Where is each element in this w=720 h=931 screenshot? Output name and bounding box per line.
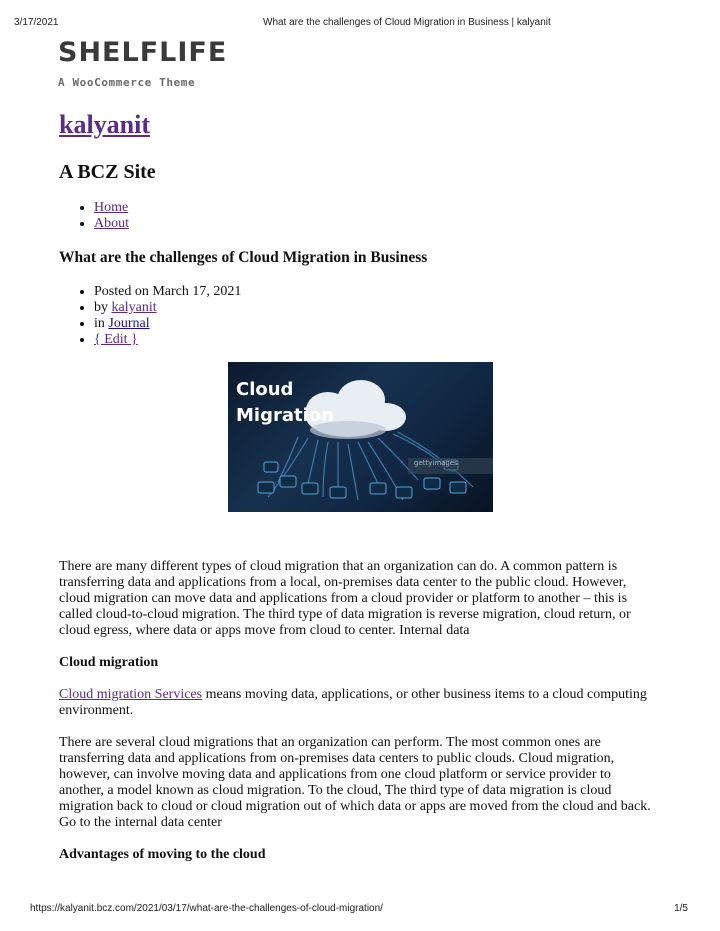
nav-item-home xyxy=(94,200,659,216)
print-date: 3/17/2021 xyxy=(14,17,59,28)
page-content xyxy=(59,108,659,348)
print-footer xyxy=(0,903,720,917)
body-paragraph-2 xyxy=(59,687,659,719)
cloud-migration-services-link[interactable]: Cloud migration Services xyxy=(59,687,203,702)
print-doc-title: What are the challenges of Cloud Migration in Business | kalyanit xyxy=(263,17,551,28)
primary-nav xyxy=(59,200,659,232)
body-paragraph-3: There are several cloud migrations that an organization can perform. The most common ones are transferring data and applications from on-premises data centers to public clouds. Cloud migration, however, can involve moving data and applications from one cloud platform or service provider to another, a model known as cloud migration. To the cloud, The third type of data migration is cloud migration back to cloud or cloud migration out of which data or apps are moved from the cloud and back. Go to the internal data center xyxy=(59,735,651,830)
image-text-line1: Cloud xyxy=(236,379,294,400)
print-page-number: 1/5 xyxy=(674,903,688,914)
cloud-migration-image xyxy=(228,362,493,512)
category-link[interactable]: Journal xyxy=(108,316,150,331)
post-meta xyxy=(59,284,659,348)
print-header xyxy=(0,17,720,31)
posted-on-text: Posted on March 17, 2021 xyxy=(94,284,242,299)
body-paragraph-2-text: means moving data, applications, or other business items to a cloud computing environment. xyxy=(59,687,647,718)
post-title: What are the challenges of Cloud Migration in Business xyxy=(59,249,428,266)
body-paragraph-1: There are many different types of cloud migration that an organization can do. A common pattern is transferring data and applications from a local, on-premises data center to the public cloud. However, cloud migration can move data and applications from a cloud provider or platform to another – this is called cloud-to-cloud migration. The third type of data migration is reverse migration, cloud return, or cloud egress, where data or apps move from cloud to center. Internal data xyxy=(59,559,631,638)
meta-category xyxy=(94,316,659,332)
meta-edit xyxy=(94,332,659,348)
logo-tagline: A WooCommerce Theme xyxy=(58,76,196,89)
nav-link-home[interactable]: Home xyxy=(94,200,129,215)
meta-author xyxy=(94,300,659,316)
in-prefix: in xyxy=(94,316,109,331)
site-title xyxy=(59,108,659,142)
image-watermark: gettyimages xyxy=(414,459,458,467)
post-body xyxy=(59,559,659,879)
by-prefix: by xyxy=(94,300,112,315)
section-heading-advantages: Advantages of moving to the cloud xyxy=(59,847,266,862)
section-heading-cloud-migration: Cloud migration xyxy=(59,655,159,670)
shelflife-logo[interactable] xyxy=(58,38,227,89)
image-text-line2: Migration xyxy=(236,405,334,426)
logo-wordmark: SHELFLIFE xyxy=(58,37,228,68)
author-link[interactable]: kalyanit xyxy=(111,300,157,315)
meta-posted-on xyxy=(94,284,659,300)
edit-link[interactable]: { Edit } xyxy=(94,332,138,347)
site-description: A BCZ Site xyxy=(59,161,156,183)
nav-link-about[interactable]: About xyxy=(94,216,129,231)
site-title-link[interactable]: kalyanit xyxy=(59,110,151,139)
print-url: https://kalyanit.bcz.com/2021/03/17/what-are-the-challenges-of-cloud-migration/ xyxy=(30,903,383,914)
nav-item-about xyxy=(94,216,659,232)
image-caption-text xyxy=(236,377,334,429)
